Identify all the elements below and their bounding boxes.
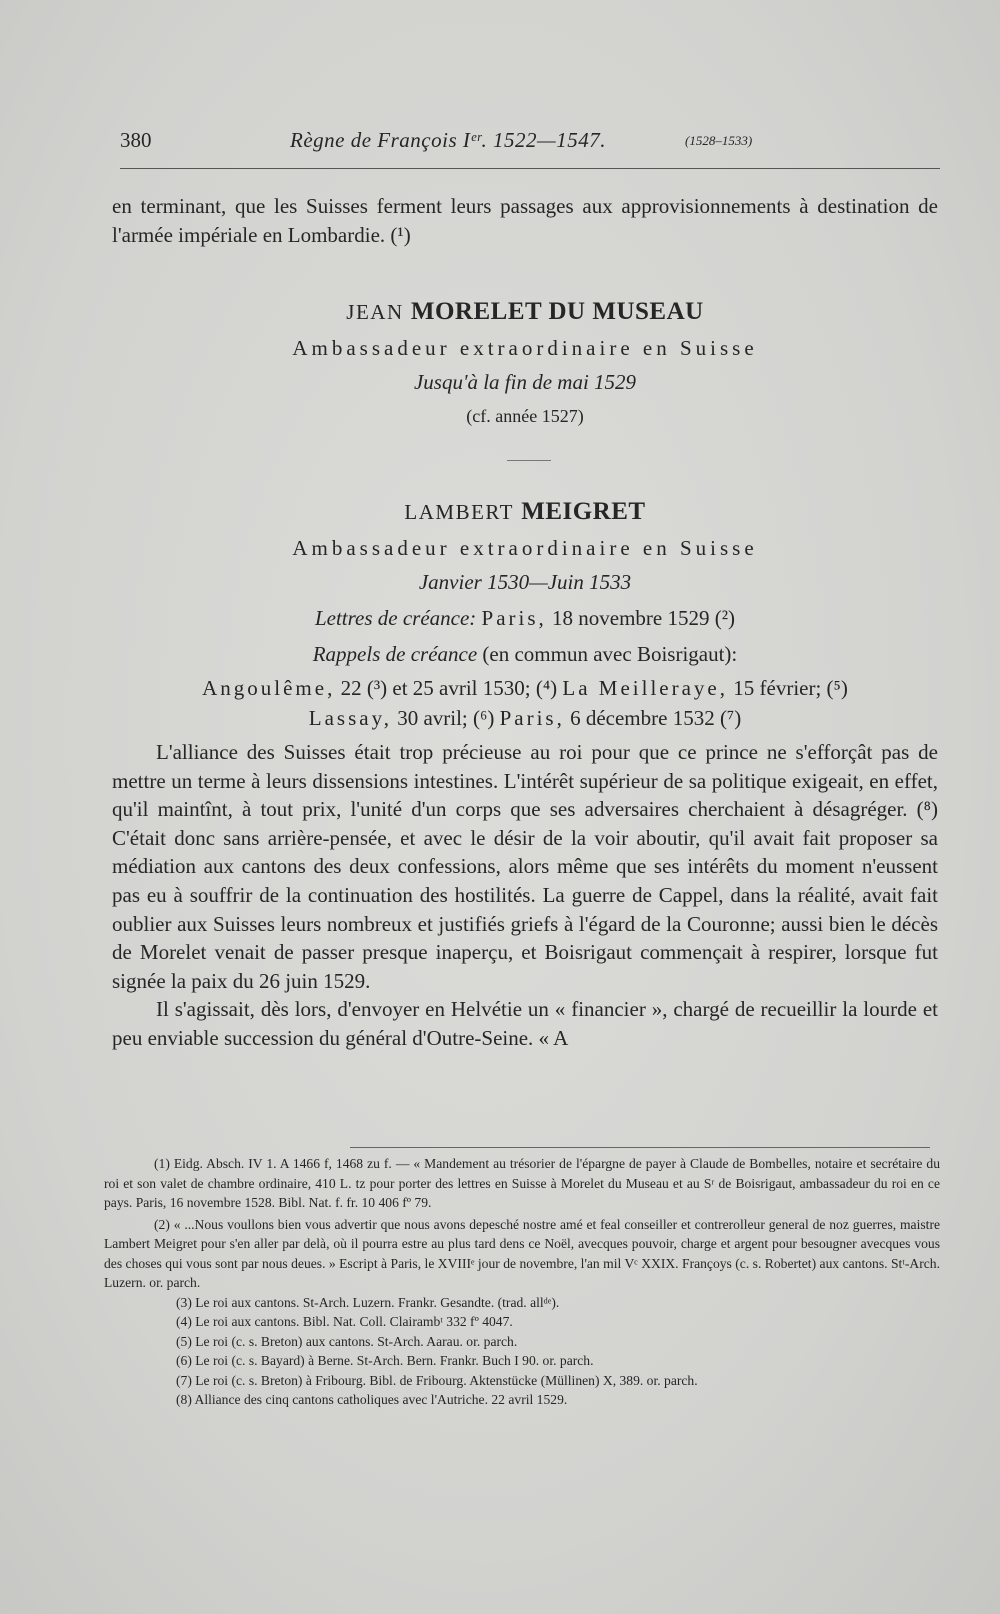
section1-period: Jusqu'à la fin de mai 1529	[413, 370, 637, 394]
footnote-rule	[350, 1147, 930, 1148]
footnote-5: (5) Le roi (c. s. Breton) aux cantons. St-Arch. Aarau. or. parch.	[176, 1333, 518, 1349]
running-title: Règne de François Iᵉʳ. 1522—1547.	[290, 128, 606, 152]
section1-reference: (cf. année 1527)	[466, 406, 584, 426]
running-header	[120, 128, 940, 162]
recall-dates-paris: 6 décembre 1532 (⁷)	[570, 706, 742, 730]
recall-dates-meilleraye: 15 février; (⁵)	[733, 676, 848, 700]
main-text	[112, 738, 938, 1053]
footnotes	[104, 1154, 940, 1410]
recall-dates-line-1	[112, 676, 938, 701]
recall-label: Rappels de créance	[312, 642, 478, 666]
main-paragraph-1: L'alliance des Suisses était trop précieuse au roi pour que ce prince ne s'efforçât pas de mettre un terme à leurs dissensions intestines. L'intérêt supérieur de sa politique exigeait, en effet, qu'il maintînt, à tout prix, l'unité d'un corps que ses adversaires cherchaient à désagréger. (⁸) C'était donc sans arrière-pensée, et avec le désir de la voir aboutir, qu'il avait fait proposer sa médiation aux cantons des deux confessions, alors même que ses intérêts du moment n'eussent pas eu à souffrir de la continuation des hostilités. La guerre de Cappel, dans la réalité, avait fait oublier aux Suisses leurs nombreux et justifiés griefs à l'égard de la Couronne; aussi bien le décès de Morelet venait de passer presque inaperçu, et Boisrigaut commençait à respirer, lorsque fut signée la paix du 26 juin 1529.	[112, 740, 938, 993]
footnote-2: (2) « ...Nous voullons bien vous advertir que nous avons depesché nostre amé et feal conseiller et contrerolleur general de noz guerres, maistre Lambert Meigret pour s'en aller par delà, où il pourra estre au plus tard dens ce Noël, avecques pouvoir, charge et argent pour besougner avecques vous des choses qui vous sont par nous deues. » Escript à Paris, le XVIIIᵉ jour de novembre, l'an mil Vᶜ XXIX. Françoys (c. s. Robertet) aux cantons. Stᵗ-Arch. Luzern. or. parch.	[104, 1216, 940, 1290]
header-date-range: (1528–1533)	[685, 133, 753, 148]
footnote-1: (1) Eidg. Absch. IV 1. A 1466 f, 1468 zu f. — « Mandement au trésorier de l'épargne de payer à Claude de Bombelles, notaire et secrétaire du roi et son valet de chambre ordinaire, 410 L. tz pour porter des lettres en Suisse à Morelet du Museau et au Sʳ de Boisrigaut, ambassadeur du roi en ce pays. Paris, 16 novembre 1528. Bibl. Nat. f. fr. 10 406 fº 79.	[104, 1156, 940, 1210]
recall-line	[112, 642, 938, 667]
intro-paragraph: en terminant, que les Suisses ferment leurs passages aux approvisionnements à destination de l'armée impériale en Lombardie. (¹)	[112, 194, 938, 247]
section2-heading	[112, 498, 938, 526]
section2-first-name: LAMBERT	[404, 500, 514, 524]
recall-note: (en commun avec Boisrigaut):	[482, 642, 738, 666]
credentials-label: Lettres de créance:	[314, 606, 477, 630]
recall-place-lassay: Lassay,	[308, 706, 392, 730]
section1-first-name: JEAN	[346, 300, 404, 324]
section-separator	[507, 460, 551, 461]
header-rule	[120, 168, 940, 169]
footnote-8: (8) Alliance des cinq cantons catholiques avec l'Autriche. 22 avril 1529.	[176, 1392, 568, 1407]
main-paragraph-2: Il s'agissait, dès lors, d'envoyer en Helvétie un « financier », chargé de recueillir la lourde et peu enviable succession du général d'Outre-Seine. « A	[112, 997, 938, 1050]
recall-dates-angouleme: 22 (³) et 25 avril 1530; (⁴)	[340, 676, 558, 700]
recall-place-paris: Paris,	[499, 706, 565, 730]
section2-period: Janvier 1530—Juin 1533	[418, 570, 632, 594]
footnote-7: (7) Le roi (c. s. Breton) à Fribourg. Bibl. de Fribourg. Aktenstücke (Müllinen) X, 389. or. parch.	[176, 1372, 698, 1388]
credentials-date: 18 novembre 1529 (²)	[552, 606, 736, 630]
footnote-4: (4) Le roi aux cantons. Bibl. Nat. Coll. Clairambᵗ 332 fº 4047.	[176, 1314, 513, 1329]
page-number: 380	[120, 128, 152, 152]
credentials-place: Paris,	[481, 606, 547, 630]
recall-place-angouleme: Angoulême,	[202, 676, 336, 700]
recall-place-meilleraye: La Meilleraye,	[562, 676, 729, 700]
section2-role: Ambassadeur extraordinaire en Suisse	[292, 536, 758, 560]
recall-dates-lassay: 30 avril; (⁶)	[397, 706, 495, 730]
section1-heading	[112, 298, 938, 326]
recall-dates-line-2	[112, 706, 938, 731]
footnote-3: (3) Le roi aux cantons. St-Arch. Luzern. Frankr. Gesandte. (trad. allᵈᵉ).	[176, 1294, 560, 1310]
section1-last-name: MORELET DU MUSEAU	[410, 298, 704, 325]
section1-role: Ambassadeur extraordinaire en Suisse	[292, 336, 758, 360]
credentials-line	[112, 606, 938, 631]
section2-last-name: MEIGRET	[521, 498, 646, 525]
footnote-6: (6) Le roi (c. s. Bayard) à Berne. St-Arch. Bern. Frankr. Buch I 90. or. parch.	[176, 1353, 594, 1368]
